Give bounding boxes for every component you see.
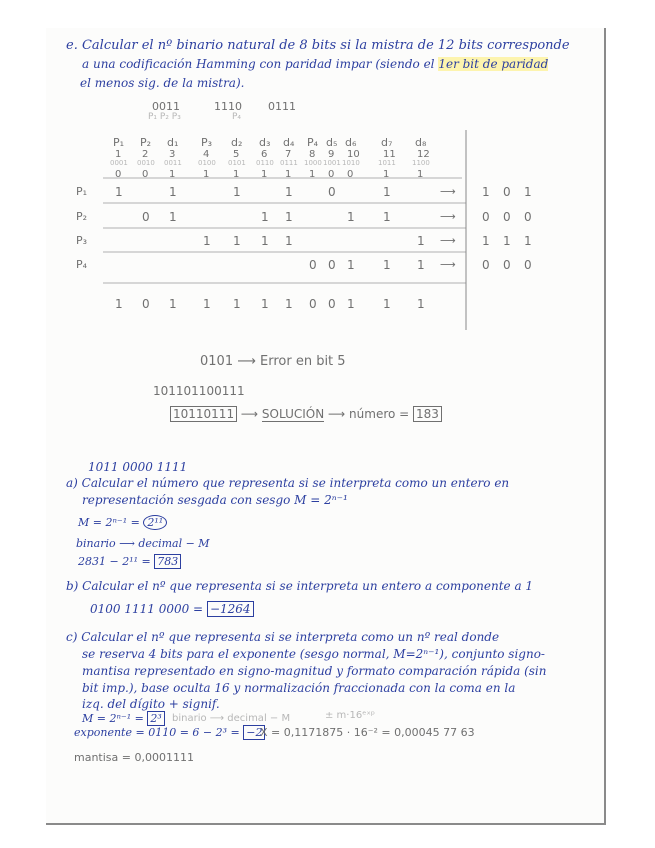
received-bit: 1 xyxy=(203,297,211,311)
syndrome-line: 0101 ⟶ Error en bit 5 xyxy=(200,354,346,369)
table-cell: 1 xyxy=(233,185,241,199)
part-a-bits: 1011 0000 1111 xyxy=(88,460,188,474)
table-cell: 0 xyxy=(309,258,317,272)
column-position: 12 xyxy=(417,149,430,160)
table-cell: 1 xyxy=(261,234,269,248)
row-result-bit: 0 xyxy=(524,210,532,224)
received-bit: 1 xyxy=(347,297,355,311)
column-bit-value: 0 xyxy=(142,169,149,180)
part-c-mantissa: mantisa = 0,0001111 xyxy=(74,751,194,764)
column-position: 5 xyxy=(233,149,240,160)
table-cell: 0 xyxy=(328,185,336,199)
row-result-bit: 1 xyxy=(524,234,532,248)
column-binary: 0110 xyxy=(256,159,274,167)
received-bit: 1 xyxy=(285,297,293,311)
table-cell: 1 xyxy=(285,234,293,248)
column-binary: 0010 xyxy=(137,159,155,167)
column-bit-value: 1 xyxy=(309,169,316,180)
column-bit-value: 1 xyxy=(233,169,240,180)
column-header: d₃ xyxy=(259,136,271,149)
column-bit-value: 0 xyxy=(115,169,122,180)
column-bit-value: 1 xyxy=(383,169,390,180)
group-2-sub: P₄ xyxy=(232,112,242,122)
column-binary: 0111 xyxy=(280,159,298,167)
group-1-sub: P₁ P₂ P₃ xyxy=(148,112,181,122)
column-header: d₆ xyxy=(345,136,357,149)
row-result-bit: 0 xyxy=(503,185,511,199)
table-cell: 1 xyxy=(169,185,177,199)
row-label: P₄ xyxy=(76,258,88,271)
row-arrow: ⟶ xyxy=(440,210,456,223)
table-cell: 0 xyxy=(142,210,150,224)
corrected-bits: 101101100111 xyxy=(153,384,245,398)
part-c-exponent: exponente = 0110 = 6 − 2³ = −2 xyxy=(74,727,265,738)
column-position: 9 xyxy=(328,149,335,160)
received-bit: 1 xyxy=(169,297,177,311)
column-position: 3 xyxy=(169,149,176,160)
column-binary: 0101 xyxy=(228,159,246,167)
column-binary: 1100 xyxy=(412,159,430,167)
part-b-answer: 0100 1111 0000 = −1264 xyxy=(90,603,254,615)
column-bit-value: 1 xyxy=(169,169,176,180)
column-binary: 0100 xyxy=(198,159,216,167)
column-binary: 1010 xyxy=(342,159,360,167)
row-result-bit: 0 xyxy=(482,258,490,272)
column-binary: 0001 xyxy=(110,159,128,167)
column-header: d₂ xyxy=(231,136,243,149)
row-label: P₁ xyxy=(76,185,88,198)
column-binary: 0011 xyxy=(164,159,182,167)
received-bit: 1 xyxy=(383,297,391,311)
table-cell: 1 xyxy=(285,210,293,224)
received-bit: 1 xyxy=(261,297,269,311)
column-position: 6 xyxy=(261,149,268,160)
row-result-bit: 1 xyxy=(482,185,490,199)
column-binary: 1011 xyxy=(378,159,396,167)
part-c-question-2: se reserva 4 bits para el exponente (sesgo normal, M=2ⁿ⁻¹), conjunto signo- xyxy=(82,647,545,661)
row-result-bit: 0 xyxy=(482,210,490,224)
row-result-bit: 0 xyxy=(524,258,532,272)
column-header: d₈ xyxy=(415,136,427,149)
column-bit-value: 0 xyxy=(328,169,335,180)
solution-line: 10110111 ⟶ SOLUCIÓN ⟶ número = 183 xyxy=(170,408,442,420)
exercise-e-line1: e. Calcular el nº binario natural de 8 bits si la mistra de 12 bits corresponde xyxy=(66,38,570,53)
group-2-bits: 1110 xyxy=(214,100,242,113)
column-position: 8 xyxy=(309,149,316,160)
table-cell: 1 xyxy=(261,210,269,224)
part-c-m-equation: M = 2ⁿ⁻¹ = 2³ xyxy=(82,713,165,724)
table-cell: 1 xyxy=(347,210,355,224)
column-position: 4 xyxy=(203,149,210,160)
part-c-question-4: bit imp.), base oculta 16 y normalización fraccionada con la coma en la xyxy=(82,681,516,695)
part-a-m-equation: M = 2ⁿ⁻¹ = 2¹¹ xyxy=(78,517,167,528)
group-3-bits: 0111 xyxy=(268,100,296,113)
row-label: P₂ xyxy=(76,210,88,223)
column-header: d₅ xyxy=(326,136,338,149)
column-binary: 1001 xyxy=(323,159,341,167)
row-result-bit: 1 xyxy=(503,234,511,248)
table-cell: 1 xyxy=(417,258,425,272)
table-cell: 0 xyxy=(328,258,336,272)
received-bit: 1 xyxy=(233,297,241,311)
row-result-bit: 1 xyxy=(482,234,490,248)
table-cell: 1 xyxy=(233,234,241,248)
part-a-question-1: a) Calcular el número que representa si se interpreta como un entero en xyxy=(66,476,510,490)
column-position: 10 xyxy=(347,149,360,160)
row-result-bit: 0 xyxy=(503,210,511,224)
column-position: 1 xyxy=(115,149,122,160)
table-cell: 1 xyxy=(347,258,355,272)
row-arrow: ⟶ xyxy=(440,234,456,247)
part-c-question-1: c) Calcular el nº que representa si se interpreta como un nº real donde xyxy=(66,630,500,644)
exercise-e-line2: a una codificación Hamming con paridad impar (siendo el 1er bit de paridad xyxy=(82,57,549,71)
table-cell: 1 xyxy=(383,210,391,224)
table-cell: 1 xyxy=(115,185,123,199)
column-bit-value: 0 xyxy=(347,169,354,180)
part-a-conversion: binario ⟶ decimal − M xyxy=(76,537,210,550)
column-position: 11 xyxy=(383,149,396,160)
part-a-question-2: representación sesgada con sesgo M = 2ⁿ⁻¹ xyxy=(82,493,348,507)
part-c-question-5: izq. del dígito + signif. xyxy=(82,697,220,711)
column-bit-value: 1 xyxy=(285,169,292,180)
column-bit-value: 1 xyxy=(417,169,424,180)
row-result-bit: 0 xyxy=(503,258,511,272)
table-cell: 1 xyxy=(169,210,177,224)
table-cell: 1 xyxy=(285,185,293,199)
received-bit: 0 xyxy=(142,297,150,311)
row-result-bit: 1 xyxy=(524,185,532,199)
part-c-question-3: mantisa representado en signo-magnitud y formato comparación rápida (sin xyxy=(82,664,547,678)
received-bit: 1 xyxy=(417,297,425,311)
column-header: P₄ xyxy=(307,136,319,149)
column-header: d₁ xyxy=(167,136,179,149)
exercise-e-line3: el menos sig. de la mistra). xyxy=(80,76,245,90)
column-header: P₂ xyxy=(140,136,152,149)
column-position: 2 xyxy=(142,149,149,160)
column-bit-value: 1 xyxy=(203,169,210,180)
column-bit-value: 1 xyxy=(261,169,268,180)
received-bit: 0 xyxy=(309,297,317,311)
column-header: d₇ xyxy=(381,136,393,149)
table-cell: 1 xyxy=(203,234,211,248)
row-arrow: ⟶ xyxy=(440,185,456,198)
row-label: P₃ xyxy=(76,234,88,247)
column-header: P₃ xyxy=(201,136,213,149)
received-bit: 0 xyxy=(328,297,336,311)
part-b-question: b) Calcular el nº que representa si se interpreta un entero a componente a 1 xyxy=(66,579,534,593)
column-binary: 1000 xyxy=(304,159,322,167)
column-header: d₄ xyxy=(283,136,295,149)
part-c-mantissa-form: ± m·16ᵉˣᵖ xyxy=(325,710,376,721)
table-cell: 1 xyxy=(383,185,391,199)
part-a-calc: 2831 − 2¹¹ = 783 xyxy=(78,556,181,567)
table-cell: 1 xyxy=(383,258,391,272)
part-c-result: X = 0,1171875 · 16⁻² = 0,00045 77 63 xyxy=(260,726,475,739)
table-cell: 1 xyxy=(417,234,425,248)
row-arrow: ⟶ xyxy=(440,258,456,271)
column-header: P₁ xyxy=(113,136,125,149)
part-c-conversion: binario ⟶ decimal − M xyxy=(172,713,291,724)
group-1-bits: 0011 xyxy=(152,100,180,113)
column-position: 7 xyxy=(285,149,292,160)
received-bit: 1 xyxy=(115,297,123,311)
